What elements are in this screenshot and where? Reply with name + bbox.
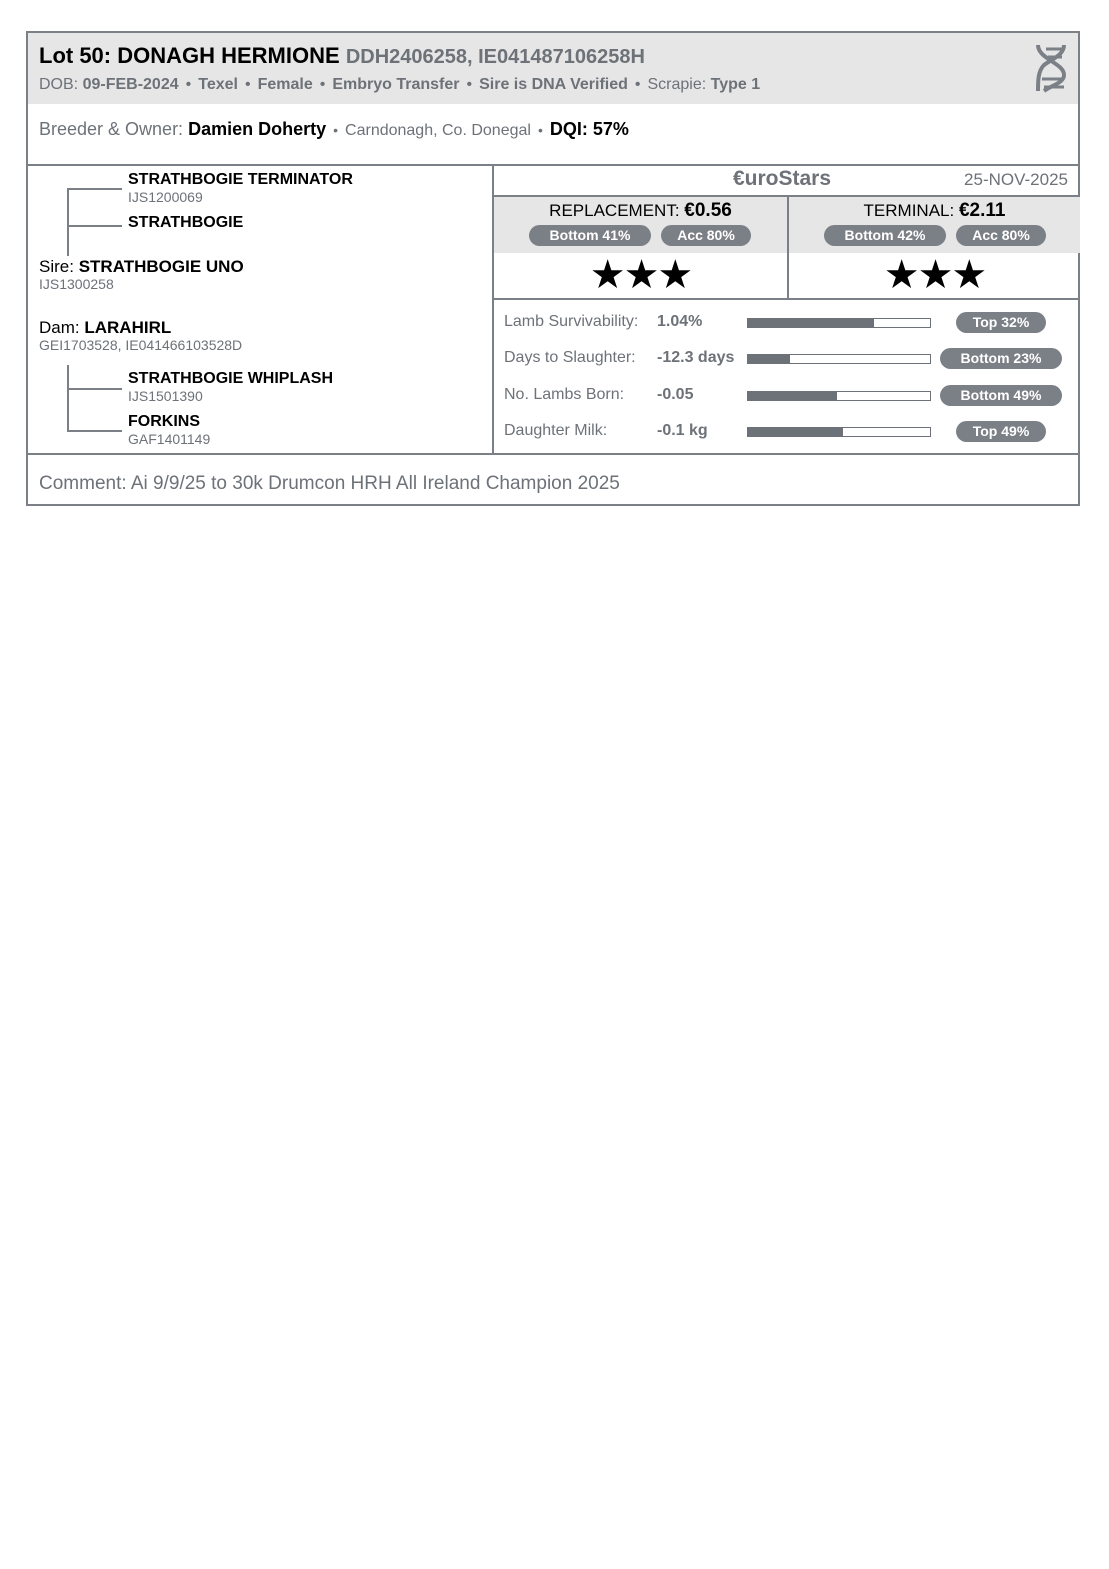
- separator: •: [333, 122, 339, 138]
- sire-name: STRATHBOGIE UNO: [78, 257, 244, 276]
- sire-line: [39, 257, 244, 277]
- trait-name: No. Lambs Born:: [504, 386, 625, 403]
- replacement-label: REPLACEMENT:: [549, 201, 680, 220]
- pedigree-line: [67, 188, 122, 190]
- origin: Embryo Transfer: [332, 76, 460, 93]
- separator: •: [244, 76, 251, 93]
- sire-sire-id: IJS1200069: [128, 189, 203, 205]
- dam-sire-id: IJS1501390: [128, 388, 203, 404]
- lot-card: [26, 31, 1080, 506]
- dqi-value: DQI: 57%: [549, 119, 629, 139]
- sex: Female: [257, 76, 313, 93]
- separator: •: [634, 76, 641, 93]
- eurostars-date: 25-NOV-2025: [964, 170, 1068, 189]
- divider: [28, 453, 1078, 455]
- sire-dam-name: STRATHBOGIE: [128, 214, 244, 231]
- owner-label: Breeder & Owner:: [39, 119, 184, 139]
- trait-value: 1.04%: [657, 313, 703, 330]
- divider: [28, 164, 1078, 166]
- scrapie-value: Type 1: [710, 76, 761, 93]
- trait-bar-fill: [748, 355, 790, 363]
- terminal-rank-badge: Bottom 42%: [824, 225, 946, 246]
- terminal-label: TERMINAL:: [863, 201, 955, 220]
- eurostars-title: €uroStars: [733, 167, 832, 190]
- trait-rank-badge: Top 49%: [956, 421, 1046, 442]
- pedigree-line: [67, 365, 69, 432]
- trait-bar-fill: [748, 428, 843, 436]
- dam-dam-name: FORKINS: [128, 413, 200, 430]
- trait-value: -0.1 kg: [657, 422, 708, 439]
- dob-value: 09-FEB-2024: [82, 76, 179, 93]
- breed: Texel: [198, 76, 238, 93]
- dna-icon: [1034, 41, 1068, 100]
- replacement-index: [494, 200, 787, 222]
- trait-name: Lamb Survivability:: [504, 313, 639, 330]
- trait-name: Daughter Milk:: [504, 422, 608, 439]
- separator: •: [185, 76, 192, 93]
- separator: •: [537, 122, 543, 138]
- scrapie-label: Scrapie:: [647, 76, 707, 93]
- dam-dam-id: GAF1401149: [128, 431, 211, 447]
- dam-id: GEI1703528, IE041466103528D: [39, 337, 243, 353]
- replacement-stars: ★★★: [589, 253, 692, 297]
- replacement-acc-badge: Acc 80%: [661, 225, 751, 246]
- pedigree-line: [67, 225, 122, 227]
- dam-name: LARAHIRL: [84, 318, 172, 337]
- owner-name: Damien Doherty: [188, 119, 327, 139]
- dam-sire-name: STRATHBOGIE WHIPLASH: [128, 370, 334, 387]
- trait-bar-fill: [748, 392, 837, 400]
- comment: Comment: Ai 9/9/25 to 30k Drumcon HRH All Ireland Champion 2025: [39, 473, 620, 494]
- trait-rank-badge: Bottom 49%: [940, 385, 1062, 406]
- trait-bar: [747, 391, 931, 401]
- lot-title: [39, 43, 645, 69]
- pedigree-line: [67, 188, 69, 256]
- terminal-acc-badge: Acc 80%: [956, 225, 1046, 246]
- terminal-stars: ★★★: [883, 253, 986, 297]
- sire-sire-name: STRATHBOGIE TERMINATOR: [128, 171, 353, 188]
- sire-status: Sire is DNA Verified: [479, 76, 628, 93]
- terminal-index: [789, 200, 1080, 222]
- replacement-value: €0.56: [684, 200, 732, 221]
- lot-ids: DDH2406258, IE041487106258H: [345, 46, 645, 68]
- dam-line: [39, 318, 171, 338]
- owner-location: Carndonagh, Co. Donegal: [345, 122, 531, 139]
- trait-bar: [747, 318, 931, 328]
- lot-name: Lot 50: DONAGH HERMIONE: [39, 43, 340, 68]
- trait-value: -12.3 days: [657, 349, 735, 366]
- terminal-value: €2.11: [958, 200, 1006, 221]
- dam-label: Dam:: [39, 318, 80, 337]
- separator: •: [319, 76, 326, 93]
- trait-rank-badge: Bottom 23%: [940, 348, 1062, 369]
- divider: [492, 298, 1080, 300]
- trait-name: Days to Slaughter:: [504, 349, 636, 366]
- trait-rank-badge: Top 32%: [956, 312, 1046, 333]
- dob-label: DOB:: [39, 76, 79, 93]
- lot-details: [39, 76, 760, 94]
- trait-bar: [747, 427, 931, 437]
- replacement-rank-badge: Bottom 41%: [529, 225, 651, 246]
- trait-bar-fill: [748, 319, 874, 327]
- separator: •: [466, 76, 473, 93]
- pedigree-line: [67, 430, 122, 432]
- pedigree-line: [67, 388, 122, 390]
- trait-bar: [747, 354, 931, 364]
- sire-label: Sire:: [39, 257, 74, 276]
- owner-line: [39, 119, 629, 140]
- sire-id: IJS1300258: [39, 276, 114, 292]
- trait-value: -0.05: [657, 386, 694, 403]
